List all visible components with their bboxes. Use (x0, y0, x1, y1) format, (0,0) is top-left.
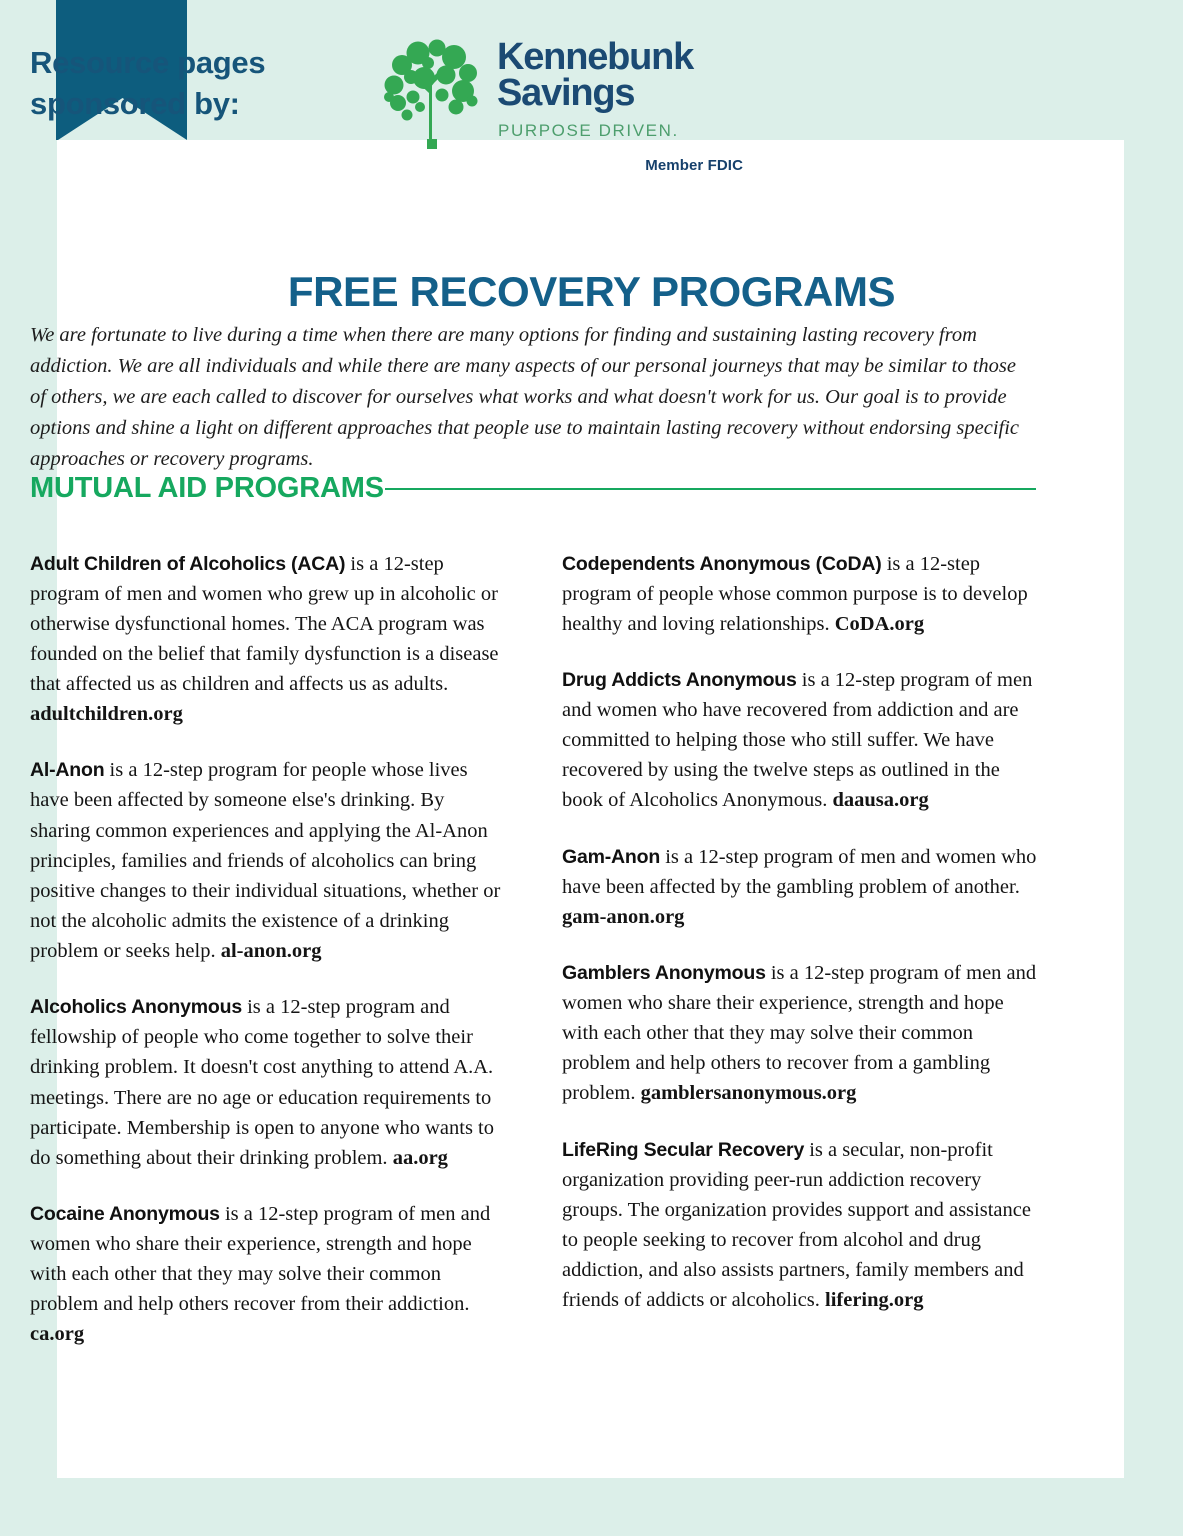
program-name: Cocaine Anonymous (30, 1202, 220, 1225)
kennebunk-savings-logo (375, 35, 745, 174)
page-title: FREE RECOVERY PROGRAMS (287, 268, 896, 316)
program-description: is a 12-step program of men and women who have been affected by the gambling problem of another. (562, 845, 1037, 898)
program-entry (562, 1135, 1040, 1316)
member-fdic-label: Member FDIC (645, 157, 743, 174)
program-website[interactable]: daausa.org (832, 789, 929, 812)
program-entry (562, 549, 1040, 639)
program-website[interactable]: gamblersanonymous.org (640, 1082, 857, 1105)
program-website[interactable]: gam-anon.org (562, 905, 685, 928)
program-website[interactable]: adultchildren.org (30, 703, 183, 726)
program-entry (562, 665, 1040, 816)
program-entry (562, 842, 1040, 932)
logo-tagline: PURPOSE DRIVEN. (498, 120, 679, 140)
program-website[interactable]: lifering.org (825, 1289, 924, 1312)
program-description: is a 12-step program of men and women who share their experience, strength and hope with each other that they may solve their common problem and help others to recover from a gambling problem. (562, 961, 1037, 1105)
sponsor-label-line2: sponsored by: (30, 85, 240, 121)
program-name: Alcoholics Anonymous (30, 996, 242, 1019)
program-entry (30, 1199, 508, 1350)
program-column-left (30, 528, 508, 1350)
section-heading-label: MUTUAL AID PROGRAMS (30, 472, 384, 504)
section-heading (30, 472, 1036, 505)
sponsor-label (30, 35, 375, 125)
program-name: Al-Anon (30, 759, 105, 782)
program-column-right (562, 528, 1040, 1350)
program-columns (30, 528, 1040, 1350)
program-description: is a 12-step program of people whose common purpose is to develop healthy and loving relationships. (562, 552, 1028, 635)
program-description: is a 12-step program and fellowship of people who come together to solve their drinking problem. It doesn't cost anything to attend A.A. meetings. There are no age or education requirements to participate. Membership is open to anyone who wants to do something about their drinking problem. (30, 996, 494, 1169)
program-website[interactable]: al-anon.org (220, 940, 322, 962)
program-name: LifeRing Secular Recovery (562, 1138, 805, 1161)
program-name: Codependents Anonymous (CoDA) (562, 552, 882, 575)
program-entry (30, 549, 508, 730)
program-website[interactable]: CoDA.org (834, 612, 925, 635)
program-entry (562, 958, 1040, 1109)
program-entry (30, 755, 508, 966)
program-entry (30, 992, 508, 1173)
program-name: Adult Children of Alcoholics (ACA) (30, 552, 346, 575)
program-name: Gamblers Anonymous (562, 961, 766, 984)
logo-name-line2: Savings (497, 72, 635, 115)
program-description: is a 12-step program of men and women who grew up in alcoholic or otherwise dysfunctional homes. The ACA program was founded on the belief that family dysfunction is a disease that affected us as children and affects us as adults. (30, 552, 499, 695)
program-description: is a 12-step program of men and women who have recovered from addiction and are committed to helping those who still suffer. We have recovered by using the twelve steps as outlined in the book of Alcoholics Anonymous. (562, 668, 1033, 812)
section-heading-rule (385, 488, 1036, 490)
program-description: is a 12-step program of men and women who share their experience, strength and hope with each other that they may solve their common problem and help others recover from their addiction. (30, 1202, 491, 1316)
program-description: is a secular, non-profit organization providing peer-run addiction recovery groups. The organization provides support and assistance to people seeking to recover from alcohol and drug addiction, and also assists partners, family members and friends of addicts or alcoholics. (562, 1138, 1031, 1312)
sponsor-header (30, 35, 1030, 174)
program-website[interactable]: aa.org (392, 1146, 448, 1169)
intro-paragraph: We are fortunate to live during a time when there are many options for finding and sustaining lasting recovery from addiction. We are all individuals and while there are many aspects of our personal journeys that may be similar to those of others, we are each called to discover for ourselves what works and what doesn't work for us. Our goal is to provide options and shine a light on different approaches that people use to maintain lasting recovery without endorsing specific approaches or recovery programs. (30, 323, 1020, 471)
program-name: Drug Addicts Anonymous (562, 668, 797, 691)
program-description: is a 12-step program for people whose lives have been affected by someone else's drinking. By sharing common experiences and applying the Al-Anon principles, families and friends of alcoholics can bring positive changes to their individual situations, whether or not the alcoholic admits the existence of a drinking problem or seeks help. (30, 759, 501, 962)
program-name: Gam-Anon (562, 845, 661, 868)
program-website[interactable]: ca.org (30, 1323, 85, 1346)
tree-logo-icon (380, 35, 485, 150)
sponsor-label-line1: Resource pages (30, 45, 266, 80)
logo-name-line1: Kennebunk (497, 36, 694, 78)
